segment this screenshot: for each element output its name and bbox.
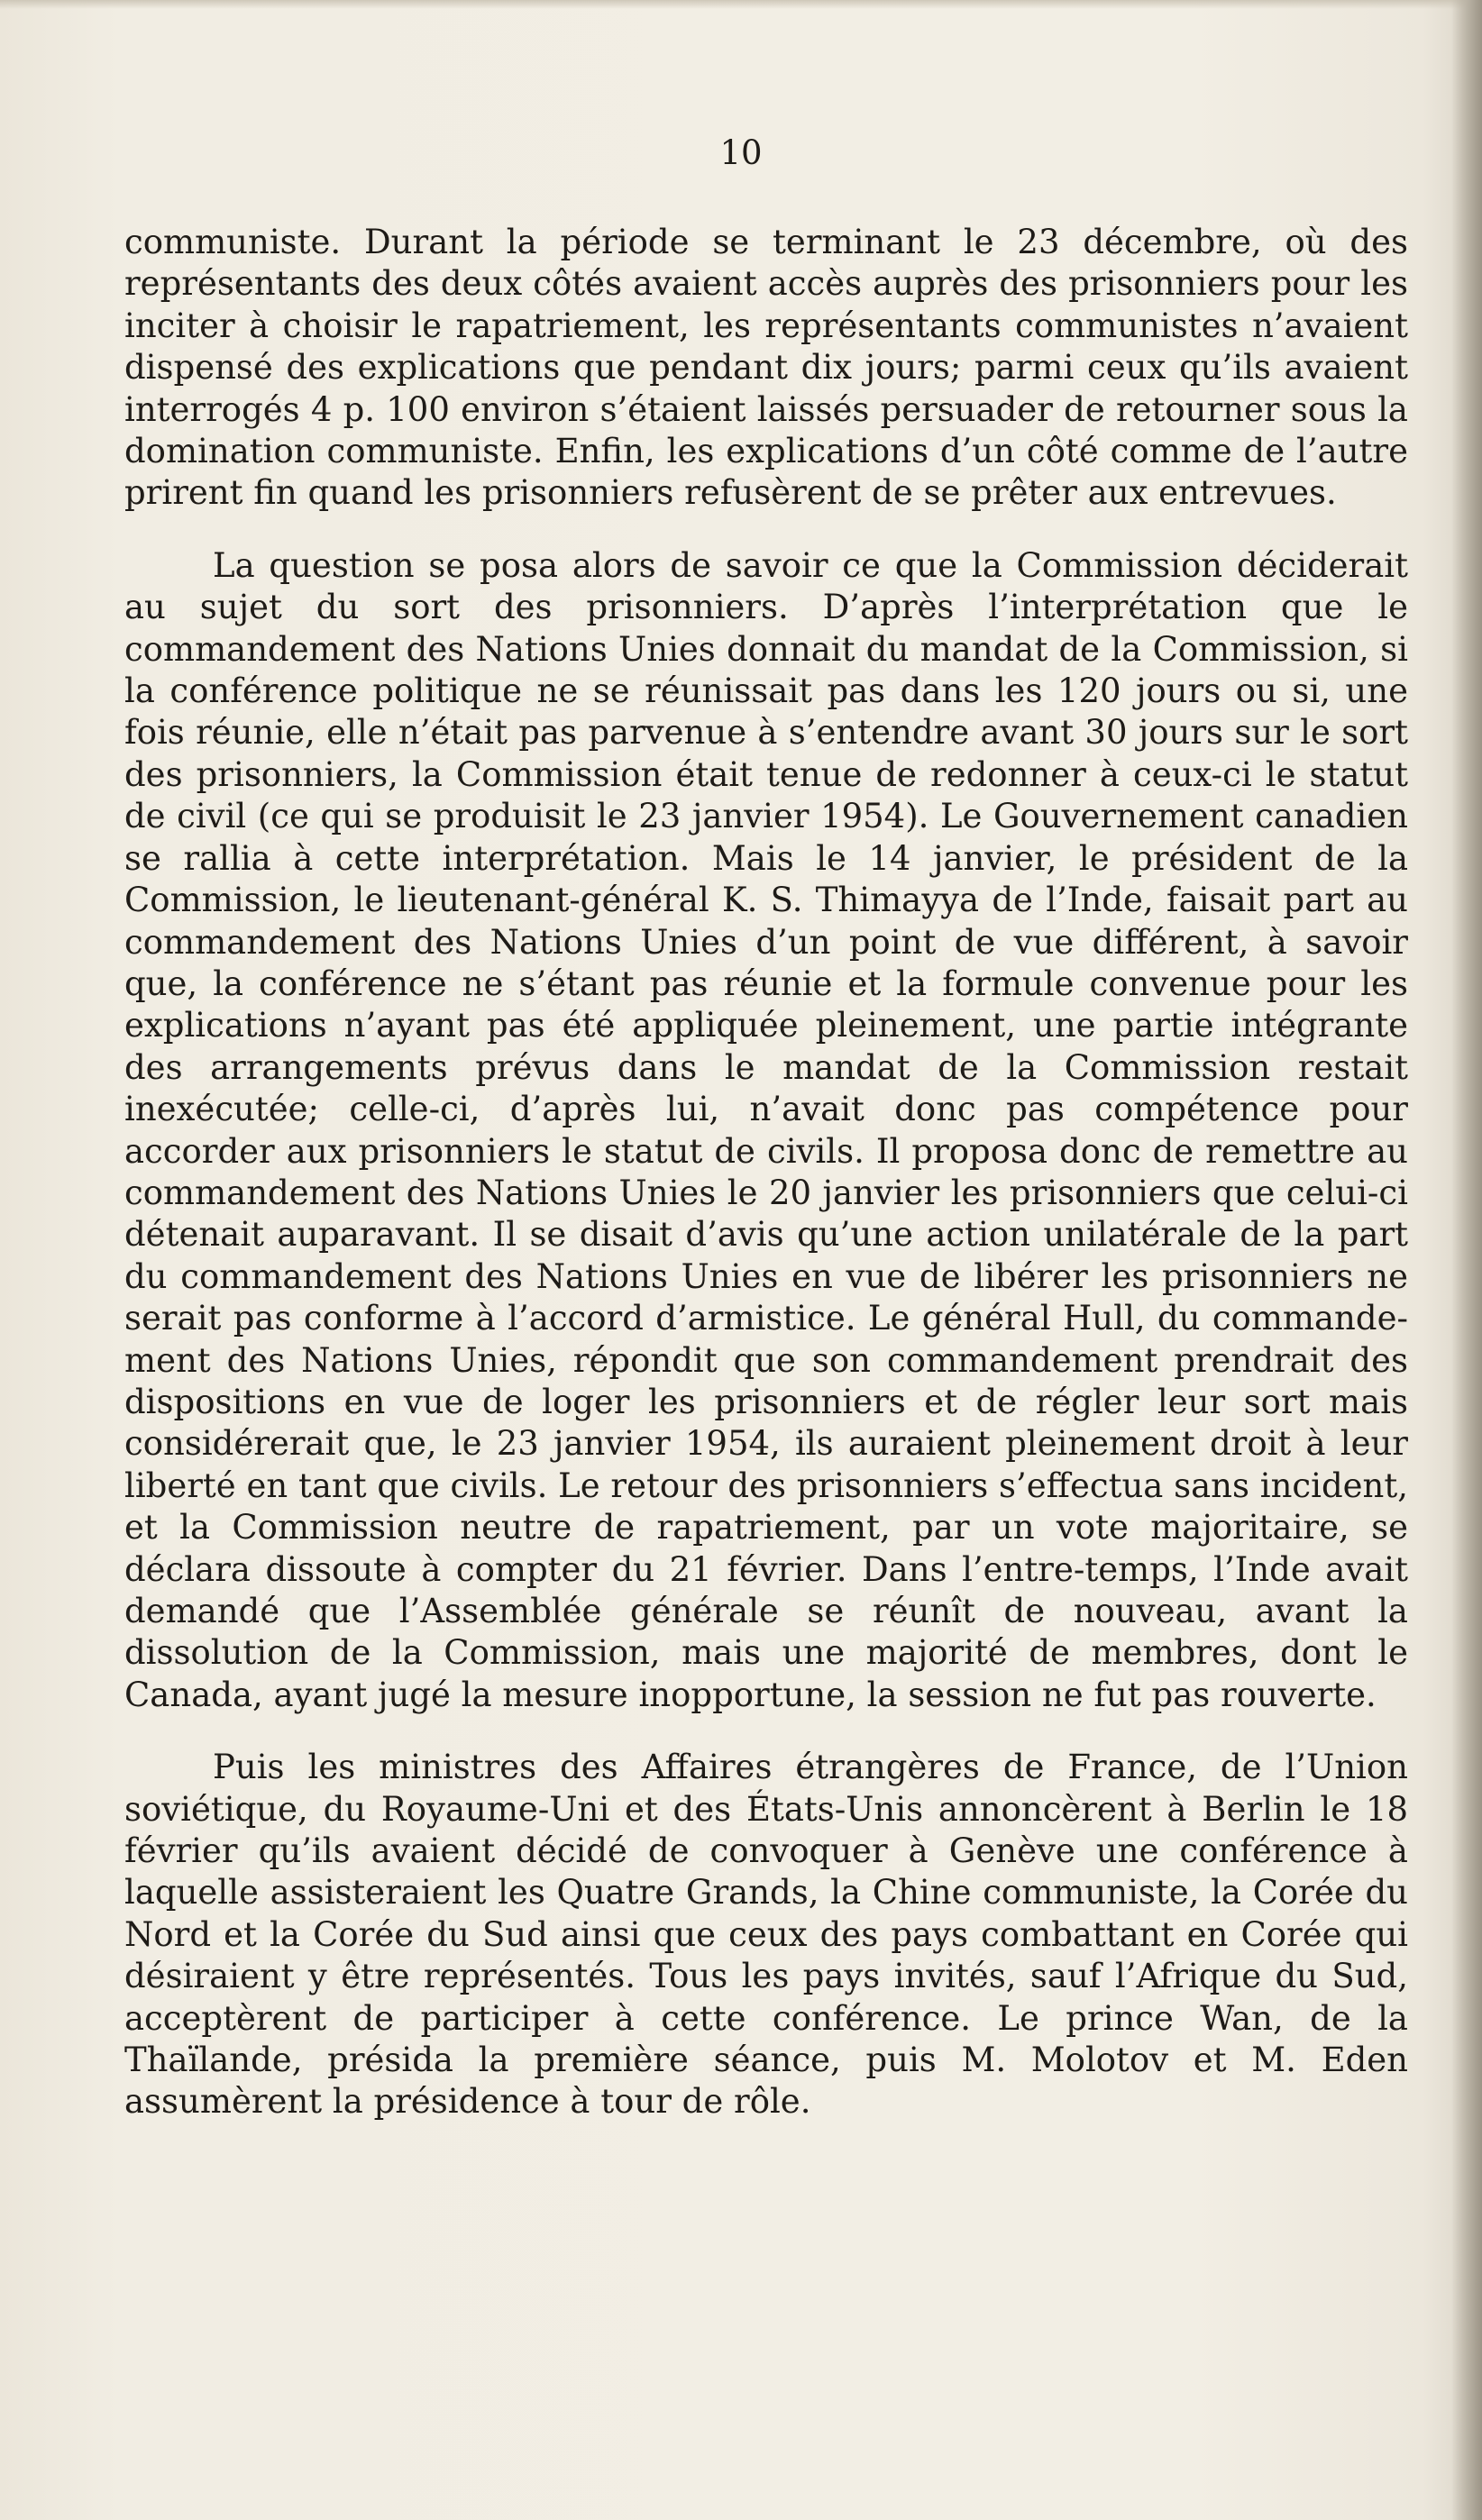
- body-text: [124, 222, 1408, 2123]
- paragraph-2: La question se posa alors de savoir ce que la Commission déciderait au sujet du sort des prisonniers. D’après l’interprétation que le commandement des Nations Unies donnait du mandat de la Commission, si la conférence politique ne se réunissait pas dans les 120 jours ou si, une fois réunie, elle n’était pas parvenue à s’entendre avant 30 jours sur le sort des prisonniers, la Commission était tenue de redonner à ceux-ci le statut de civil (ce qui se produisit le 23 janvier 1954). Le Gouvernement canadien se rallia à cette interprétation. Mais le 14 janvier, le président de la Commission, le lieutenant-général K. S. Thimayya de l’Inde, faisait part au commandement des Nations Unies d’un point de vue différent, à savoir que, la conférence ne s’étant pas réunie et la formule convenue pour les explications n’ayant pas été appliquée pleinement, une partie intégrante des arrangements prévus dans le mandat de la Commission restait inexécutée; celle-ci, d’après lui, n’avait donc pas compétence pour accorder aux prisonniers le statut de civils. Il proposa donc de remettre au commandement des Nations Unies le 20 janvier les prisonniers que celui-ci détenait auparavant. Il se disait d’avis qu’une action unilatérale de la part du commandement des Nations Unies en vue de libérer les prisonniers ne serait pas conforme à l’accord d’armistice. Le général Hull, du commandement des Nations Unies, répondit que son commandement prendrait des dispositions en vue de loger les prisonniers et de régler leur sort mais considérerait que, le 23 janvier 1954, ils auraient pleinement droit à leur liberté en tant que civils. Le retour des prisonniers s’effectua sans incident, et la Commission neutre de rapatriement, par un vote majoritaire, se déclara dissoute à compter du 21 février. Dans l’entre-temps, l’Inde avait demandé que l’Assemblée générale se réunît de nouveau, avant la dissolution de la Commission, mais une majorité de membres, dont le Canada, ayant jugé la mesure inopportune, la session ne fut pas rouverte.: [124, 545, 1408, 1714]
- paragraph-3: Puis les ministres des Affaires étrangères de France, de l’Union soviétique, du Royaume-Uni et des États-Unis annoncèrent à Berlin le 18 février qu’ils avaient décidé de convoquer à Genève une conférence à laquelle assisteraient les Quatre Grands, la Chine communiste, la Corée du Nord et la Corée du Sud ainsi que ceux des pays combattant en Corée qui désiraient y être représentés. Tous les pays invités, sauf l’Afrique du Sud, acceptèrent de participer à cette conférence. Le prince Wan, de la Thaïlande, présida la première séance, puis M. Molotov et M. Eden assumèrent la présidence à tour de rôle.: [124, 1748, 1408, 2122]
- paragraph-1: communiste. Durant la période se terminant le 23 décembre, où des représentants des deux côtés avaient accès auprès des prisonniers pour les inciter à choisir le rapatriement, les représentants communistes n’avaient dispensé des explications que pendant dix jours; parmi ceux qu’ils avaient interrogés 4 p. 100 environ s’étaient laissés persuader de retourner sous la domination communiste. Enfin, les explications d’un côté comme de l’autre prirent fin quand les prisonniers refusèrent de se prêter aux entrevues.: [124, 223, 1408, 513]
- binding-edge-shadow: [1451, 0, 1482, 2520]
- top-edge-shadow: [0, 0, 1482, 9]
- page-number: 10: [719, 133, 763, 172]
